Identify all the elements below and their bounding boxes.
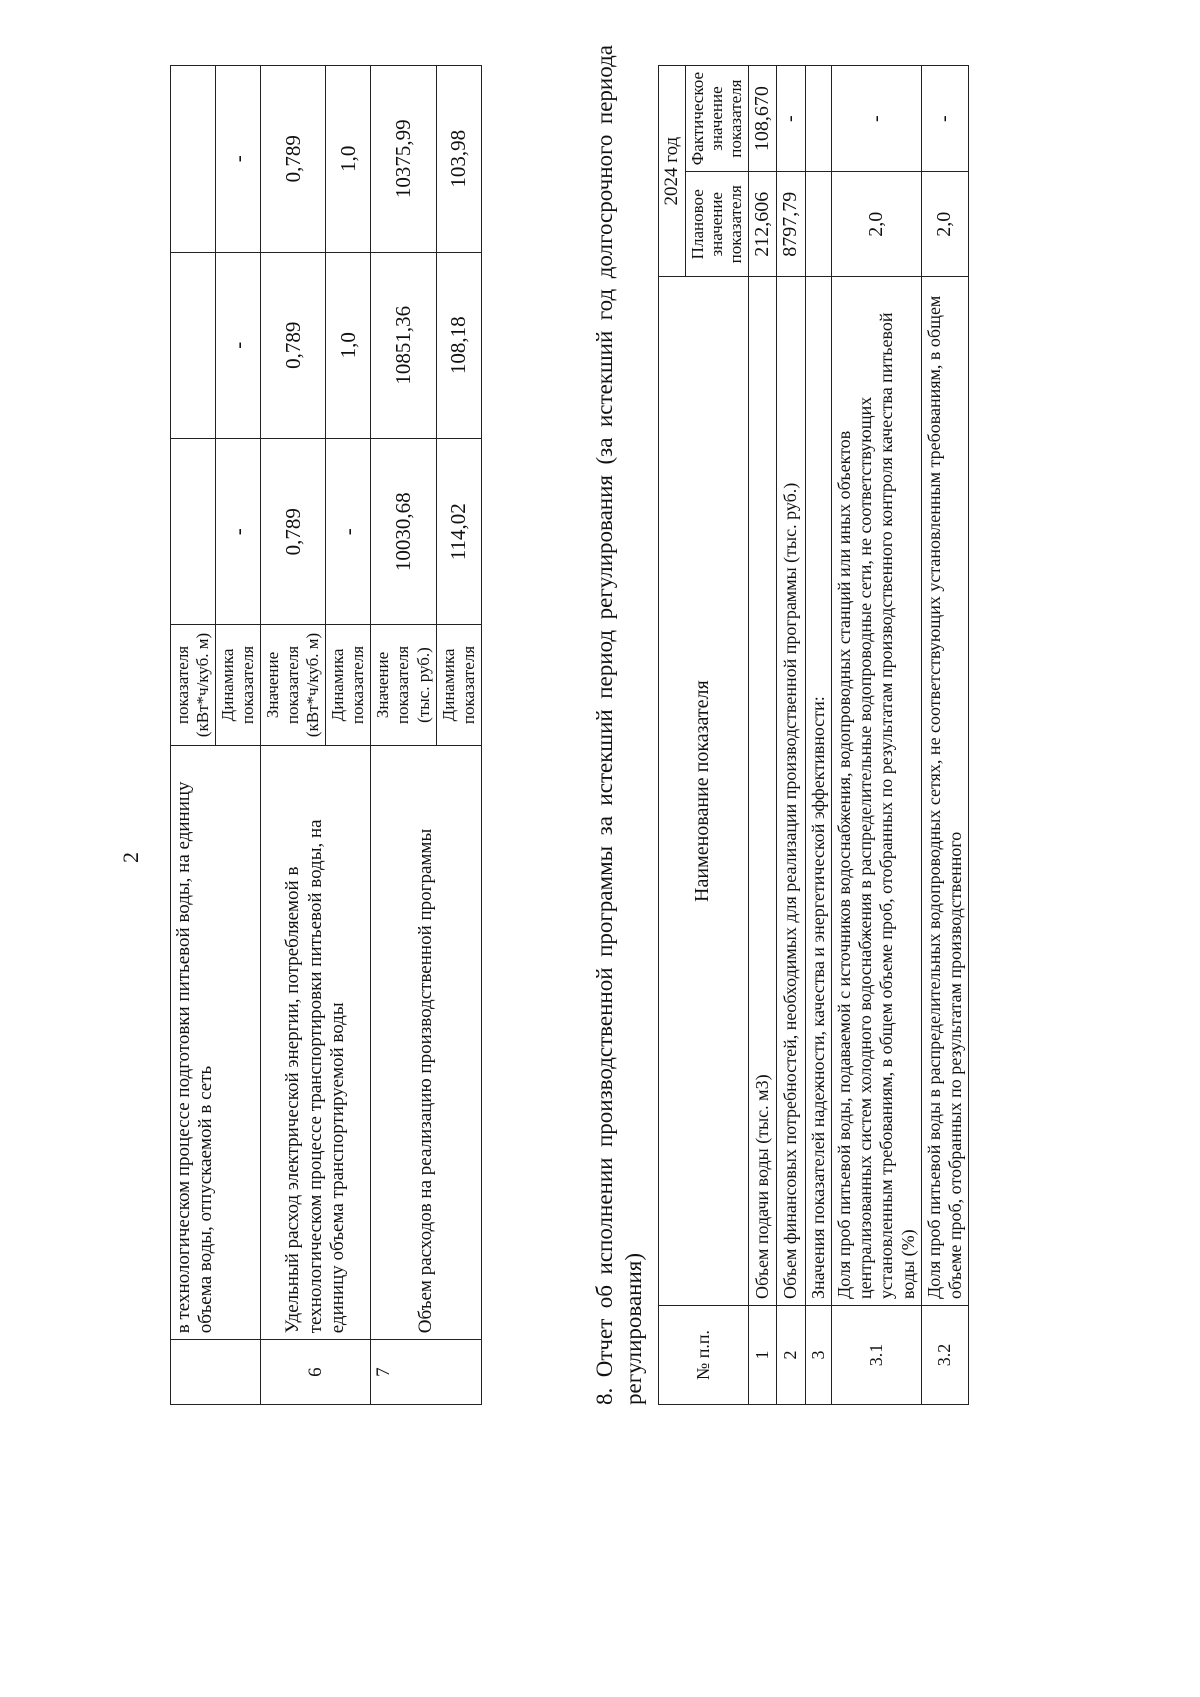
value-cell <box>171 252 216 438</box>
actual-value: - <box>921 66 968 172</box>
value-cell: 10375,99 <box>371 66 436 253</box>
value-cell: 10030,68 <box>371 438 436 624</box>
row-number: 7 <box>371 1340 481 1405</box>
program-execution-report-table <box>658 65 969 1405</box>
column-header-planned: Плановое значение показателя <box>686 172 748 277</box>
indicator-unit-label: Значение показателя (кВт*ч/куб. м) <box>261 625 326 745</box>
indicator-unit-label: Динамика показателя <box>436 625 481 745</box>
row-number: 3.2 <box>921 1306 968 1405</box>
value-cell: 1,0 <box>326 252 371 438</box>
value-cell: 0,789 <box>261 252 326 438</box>
row-number: 3.1 <box>831 1306 921 1405</box>
indicator-name: Объем расходов на реализацию производственной программы <box>371 745 481 1340</box>
row-number <box>171 1340 261 1405</box>
row-number: 6 <box>261 1340 371 1405</box>
value-cell: 103,98 <box>436 66 481 253</box>
indicator-unit-label: Динамика показателя <box>216 625 261 745</box>
column-header-actual: Фактическое значение показателя <box>686 66 748 172</box>
column-header-year: 2024 год <box>659 66 686 277</box>
value-cell: 1,0 <box>326 66 371 253</box>
indicator-name: Объем финансовых потребностей, необходимых для реализации производственной программы (тыс. руб.) <box>777 277 806 1306</box>
indicator-unit-label: показателя (кВт*ч/куб. м) <box>171 625 216 745</box>
indicator-name: Удельный расход электрической энергии, потребляемой в технологическом процессе транспортировки питьевой воды, на единицу объема транспортируемой воды <box>261 745 371 1340</box>
table-row <box>831 66 921 1405</box>
row-number: 2 <box>777 1306 806 1405</box>
value-cell: - <box>326 438 371 624</box>
value-cell: 0,789 <box>261 66 326 253</box>
row-number: 3 <box>805 1306 831 1405</box>
value-cell <box>171 66 216 253</box>
value-cell: 108,18 <box>436 252 481 438</box>
table-row <box>171 66 216 1405</box>
indicator-name: в технологическом процессе подготовки питьевой воды, на единицу объема воды, отпускаемой в сеть <box>171 745 261 1340</box>
indicator-unit-label: Значение показателя (тыс. руб.) <box>371 625 436 745</box>
value-cell: 10851,36 <box>371 252 436 438</box>
row-number: 1 <box>748 1306 777 1405</box>
table-row <box>921 66 968 1405</box>
indicator-name: Доля проб питьевой воды, подаваемой с источников водоснабжения, водопроводных станций или иных объектов централизованных систем холодного водоснабжения в распределительные водопроводные сети, не соответствующих установленным требованиям, в общем объеме проб, отобранных по результатам производственного контроля качества питьевой воды (%) <box>831 277 921 1306</box>
page-number: 2 <box>118 852 143 863</box>
planned-value: 2,0 <box>921 172 968 277</box>
value-cell: - <box>216 438 261 624</box>
planned-value: 8797,79 <box>777 172 806 277</box>
planned-value <box>805 172 831 277</box>
actual-value: - <box>777 66 806 172</box>
planned-value: 2,0 <box>831 172 921 277</box>
value-cell: - <box>216 252 261 438</box>
table-row <box>371 66 436 1405</box>
value-cell <box>171 438 216 624</box>
indicators-table-continued <box>170 65 482 1405</box>
actual-value: 108,670 <box>748 66 777 172</box>
table-row <box>748 66 777 1405</box>
indicator-name: Значения показателей надежности, качества и энергетической эффективности: <box>805 277 831 1306</box>
indicator-name: Доля проб питьевой воды в распределительных водопроводных сетях, не соответствующих установленным требованиям, в общем объеме проб, отобранных по результатам производственного <box>921 277 968 1306</box>
column-header-name: Наименование показателя <box>659 277 749 1306</box>
table-header-row <box>659 66 686 1405</box>
table-row <box>805 66 831 1405</box>
table-row <box>777 66 806 1405</box>
section-8-heading: 8. Отчет об исполнении производственной программы за истекший период регулирования (за истекший год долгосрочного периода регулирования) <box>592 45 647 1405</box>
value-cell: - <box>216 66 261 253</box>
indicator-unit-label: Динамика показателя <box>326 625 371 745</box>
actual-value: - <box>831 66 921 172</box>
indicator-name: Объем подачи воды (тыс. м3) <box>748 277 777 1306</box>
value-cell: 0,789 <box>261 438 326 624</box>
planned-value: 212,606 <box>748 172 777 277</box>
value-cell: 114,02 <box>436 438 481 624</box>
column-header-number: № п.п. <box>659 1306 749 1405</box>
actual-value <box>805 66 831 172</box>
table-row <box>261 66 326 1405</box>
